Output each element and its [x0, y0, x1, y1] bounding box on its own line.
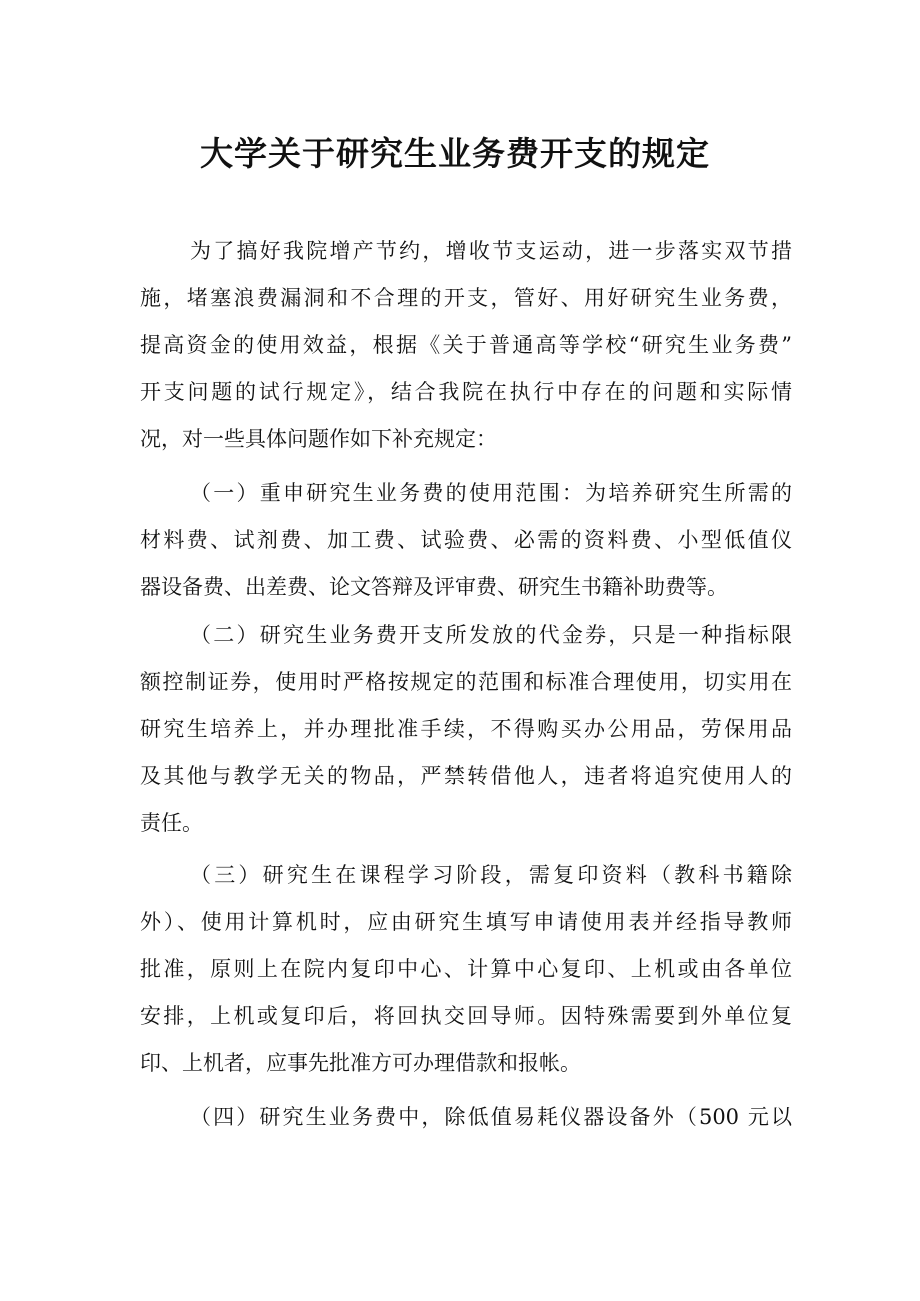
- paragraph-line: 为了搞好我院增产节约，增收节支运动，进一步落实双节措: [190, 239, 792, 263]
- paragraph-line: 器设备费、出差费、论文答辩及评审费、研究生书籍补助费等。: [140, 575, 728, 599]
- paragraph-line: （四）研究生业务费中，除低值易耗仪器设备外（500 元以: [190, 1105, 792, 1129]
- paragraph-section-4: [140, 1094, 792, 1141]
- paragraph-line: 额控制证券，使用时严格按规定的范围和标准合理使用，切实用在: [140, 670, 792, 694]
- paragraph-section-1: [140, 470, 792, 611]
- paragraph-line: 提高资金的使用效益，根据《关于普通高等学校“研究生业务费”: [140, 333, 792, 357]
- paragraph-line: 研究生培养上，并办理批准手续，不得购买办公用品，劳保用品: [140, 717, 792, 741]
- paragraph-section-3: [140, 852, 792, 1087]
- paragraph-line: 材料费、试剂费、加工费、试验费、必需的资料费、小型低值仪: [140, 528, 792, 552]
- paragraph-line: 开支问题的试行规定》，结合我院在执行中存在的问题和实际情: [140, 380, 792, 404]
- paragraph-line: 安排，上机或复印后，将回执交回导师。因特殊需要到外单位复: [140, 1004, 792, 1028]
- paragraph-line: （一）重申研究生业务费的使用范围：为培养研究生所需的: [190, 481, 792, 505]
- paragraph-line: 外）、使用计算机时，应由研究生填写申请使用表并经指导教师: [140, 910, 792, 934]
- paragraph-line: 施，堵塞浪费漏洞和不合理的开支，管好、用好研究生业务费，: [140, 286, 792, 310]
- document-title: 大学关于研究生业务费开支的规定: [200, 134, 710, 173]
- paragraph-line: 况，对一些具体问题作如下补充规定：: [140, 427, 497, 451]
- paragraph-intro: [140, 228, 792, 463]
- paragraph-line: 及其他与教学无关的物品，严禁转借他人，违者将追究使用人的: [140, 764, 792, 788]
- paragraph-line: （三）研究生在课程学习阶段，需复印资料（教科书籍除: [190, 863, 792, 887]
- paragraph-section-2: [140, 612, 792, 847]
- paragraph-line: 批准，原则上在院内复印中心、计算中心复印、上机或由各单位: [140, 957, 792, 981]
- paragraph-line: （二）研究生业务费开支所发放的代金券，只是一种指标限: [190, 623, 792, 647]
- paragraph-line: 责任。: [140, 811, 203, 835]
- paragraph-line: 印、上机者，应事先批准方可办理借款和报帐。: [140, 1051, 581, 1075]
